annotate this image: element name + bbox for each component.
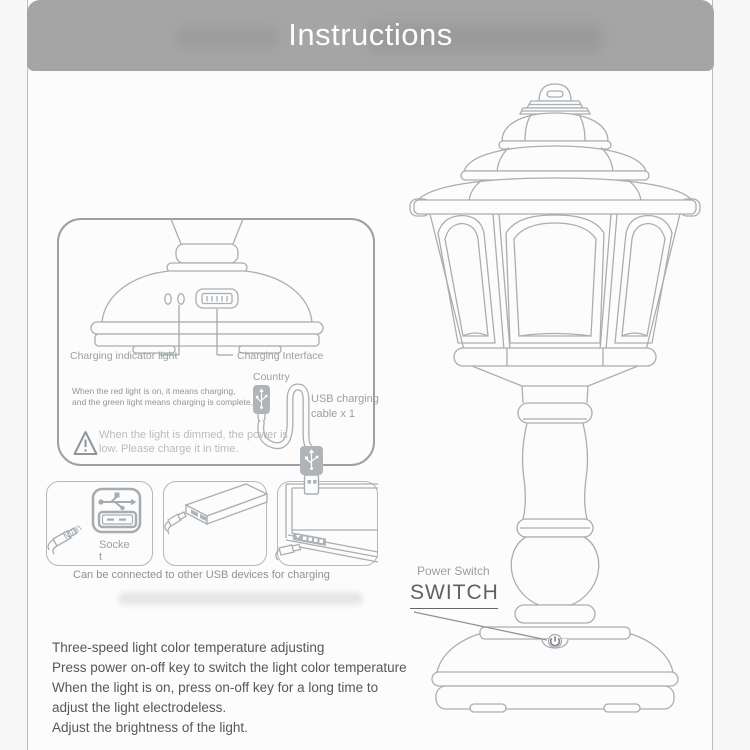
lamp-base-drawing (432, 627, 678, 712)
power-switch-label: Power Switch (417, 564, 490, 578)
switch-label: SWITCH (410, 581, 498, 609)
low-power-warning-line1: When the light is dimmed, the power is (99, 429, 288, 441)
header-banner (27, 0, 714, 71)
usb-plug-icon (300, 446, 323, 494)
lamp-stem-drawing (167, 219, 247, 272)
low-power-warning-line2: low. Please charge it in time. (99, 443, 239, 455)
lantern-body-drawing (430, 214, 680, 350)
usb-cable-label-line2: cable x 1 (311, 408, 356, 420)
instruction-line: adjust the light electrodeless. (52, 700, 227, 715)
usb-connector-icon (253, 385, 270, 422)
watermark-smudge (118, 592, 363, 605)
instruction-line: When the light is on, press on-off key for a long time to (52, 680, 379, 695)
lantern-roof-drawing (410, 84, 700, 216)
plug-icon (276, 545, 301, 561)
usb-cable-label-line1: USB charging (311, 393, 379, 405)
instruction-line: Three-speed light color temperature adjusting (52, 640, 325, 655)
page-title: Instructions (288, 17, 453, 52)
charging-note-line1: When the red light is on, it means charging, (72, 386, 236, 396)
charging-note-line2: and the green light means charging is complete. (72, 397, 253, 407)
plug-icon (165, 512, 186, 534)
country-label: Country (253, 371, 290, 383)
usage-instructions (52, 638, 407, 738)
lamp-base-diagram (57, 218, 379, 510)
instruction-line: Press power on-off key to switch the light color temperature (52, 660, 407, 675)
plug-label: Man (61, 522, 84, 543)
lamp-base-drawing (91, 271, 323, 353)
socket-label: Socket (99, 539, 130, 563)
usb-devices-caption: Can be connected to other USB devices for charging (73, 569, 330, 581)
instruction-line: Adjust the brightness of the light. (52, 720, 248, 735)
power-button-icon (549, 635, 562, 648)
charging-interface-label: Charging Interface (237, 350, 324, 362)
charging-indicator-label: Charging indicator light (70, 350, 178, 362)
warning-triangle-icon (75, 432, 97, 454)
lamp-illustration (390, 80, 720, 720)
